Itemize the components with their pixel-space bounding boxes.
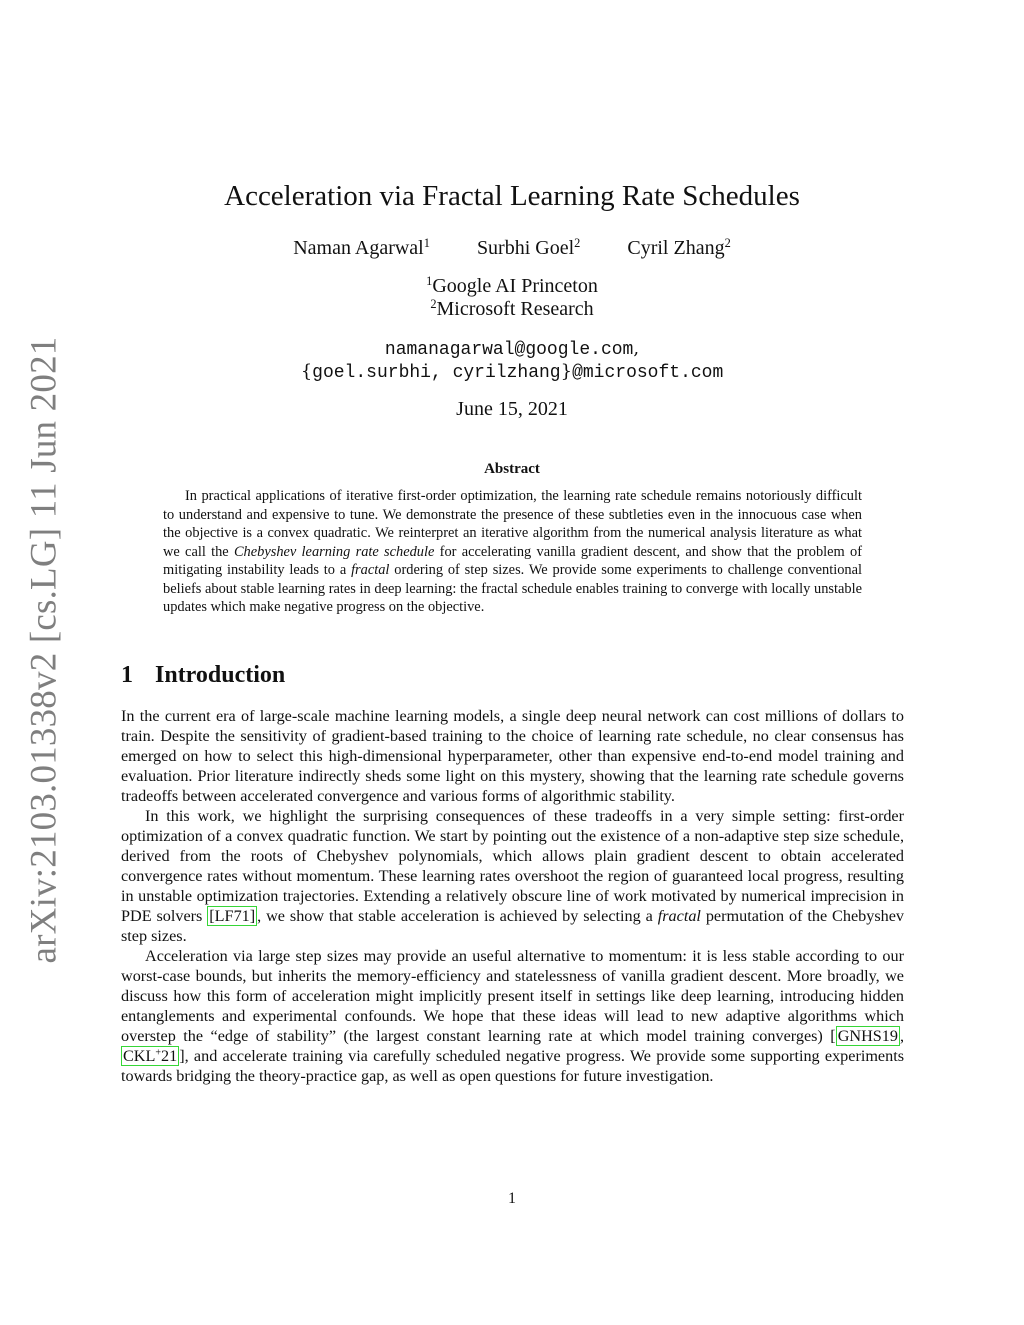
- author-name: Naman Agarwal: [293, 237, 424, 259]
- email-google: namanagarwal@google.com: [384, 340, 634, 360]
- email-domain: @microsoft.com: [572, 363, 724, 383]
- author-agarwal: [293, 237, 430, 259]
- author-affil-mark: 1: [423, 236, 430, 251]
- abstract-emphasis: Chebyshev learning rate schedule: [233, 543, 435, 560]
- paragraph-emphasis: fractal: [657, 907, 701, 925]
- paper-date: June 15, 2021: [456, 398, 568, 420]
- section-heading: [121, 662, 285, 689]
- author-name: Surbhi Goel: [476, 237, 575, 259]
- affiliation-name: Microsoft Research: [436, 298, 594, 320]
- brace-close: }: [560, 361, 573, 382]
- citation-year: 21: [161, 1047, 178, 1065]
- citation-link-gnhs19[interactable]: GNHS19: [837, 1027, 898, 1045]
- email-usernames: goel.surbhi, cyrilzhang: [312, 363, 561, 383]
- page-number: 1: [508, 1190, 516, 1207]
- intro-paragraph-1: In the current era of large-scale machine learning models, a single deep neural network can cost millions of dollars to train. Despite the sensitivity of gradient-based training to the choice of learning rate schedule, no clear consensus has emerged on how to select this high-dimensional hyperparameter, other than expensive end-to-end model training and evaluation. Prior literature indirectly sheds some light on this mystery, showing that the learning rate schedule governs tradeoffs between accelerated convergence and various forms of algorithmic stability.: [121, 707, 904, 805]
- author-affil-mark: 2: [574, 236, 581, 251]
- abstract-emphasis: fractal: [351, 562, 390, 578]
- affiliation-name: Google AI Princeton: [432, 275, 598, 297]
- paragraph-text: Acceleration via large step sizes may provide an useful alternative to momentum: it is less stable according to our worst-case bounds, but inherits the memory-efficiency and statelessness of vanilla gradient descent. More broadly, we discuss how this form of acceleration might implicitly present itself in settings like deep learning, introducing hidden entanglements and experimental confounds. We hope that these ideas will lead to new adaptive algorithms which overstep the “edge of stability” (the largest constant learning rate at which model training converges): [121, 947, 904, 1045]
- citation-sup: +: [155, 1047, 162, 1059]
- abstract-text: ordering of step sizes. We provide some experiments to challenge conventional beliefs about stable learning rates in deep learning: the fractal schedule enables training to converge with locally unstable updates which make negative progress on the objective.: [163, 562, 862, 615]
- paragraph-text: , we show that stable acceleration is achieved by selecting a: [257, 907, 658, 925]
- paragraph-text: In this work, we highlight the surprising consequences of these tradeoffs in a very simple setting: first-order optimization of a convex quadratic function. We start by pointing out the existence of a non-adaptive step size schedule, derived from the roots of Chebyshev polynomials, which allows plain gradient descent to obtain accelerated convergence rates without momentum. These learning rates overshoot the region of guaranteed local progress, resulting in unstable optimization trajectories. Extending a relatively obscure line of work motivated by numerical imprecision in PDE solvers: [121, 807, 904, 925]
- affiliation-google: [0, 275, 1024, 298]
- email-line-2: [0, 361, 1024, 383]
- intro-paragraph-3: Acceleration via large step sizes may provide an useful alternative to momentum: it is less stable according to our worst-case bounds, but inherits the memory-efficiency and statelessness of vanilla gradient descent. More broadly, we discuss how this form of acceleration might implicitly present itself in settings like deep learning, introducing hidden entanglements and experimental confounds. We hope that these ideas will lead to new adaptive algorithms which overstep the “edge of stability” (the largest constant learning rate at which model training converges) [ GNHS19 , CKL+21 ], and accelerate training via carefully scheduled negative progress. We provide some supporting experiments towards bridging the theory-practice gap, as well as open questions for future investigation.: [121, 947, 904, 1085]
- author-list: [0, 237, 1024, 260]
- author-name: Cyril Zhang: [627, 237, 725, 259]
- email-comma: ,: [633, 338, 640, 359]
- author-goel: [477, 237, 580, 259]
- section-number: 1: [121, 662, 133, 688]
- abstract-text: In practical applications of iterative first-order optimization, the learning rate schedule remains notoriously difficult to understand and expensive to tune. We demonstrate the presence of these subtleties even in the innocuous case when the objective is a convex quadratic. We reinterpret an iterative algorithm from the numerical analysis literature as what we call the: [163, 488, 862, 560]
- citation-link-lf71[interactable]: [LF71]: [209, 907, 256, 925]
- citation-key: LF71: [214, 907, 250, 925]
- citation-key: CKL: [123, 1047, 156, 1065]
- introduction-body: [121, 706, 904, 1086]
- abstract-paragraph: [163, 487, 862, 617]
- affiliation-microsoft: [0, 298, 1024, 321]
- abstract-body: [163, 487, 862, 617]
- abstract-heading: Abstract: [484, 461, 540, 477]
- author-affil-mark: 2: [724, 236, 731, 251]
- intro-paragraph-2: [121, 806, 904, 946]
- paragraph-text: , and accelerate training via carefully scheduled negative progress. We provide some supporting experiments towards bridging the theory-practice gap, as well as open questions for future investigation.: [121, 1047, 904, 1085]
- brace-open: {: [300, 361, 313, 382]
- citation-link-ckl21[interactable]: [121, 1046, 179, 1066]
- affiliation-mark: 1: [426, 274, 433, 289]
- paper-title: Acceleration via Fractal Learning Rate Schedules: [224, 180, 800, 212]
- section-title: Introduction: [155, 662, 286, 688]
- arxiv-id-text: arXiv:2103.01338v2 [cs.LG] 11 Jun 2021: [23, 336, 65, 964]
- affiliation-mark: 2: [430, 297, 437, 312]
- abstract-text: for accelerating vanilla gradient descent, and show that the problem of mitigating instability leads to a: [163, 543, 862, 578]
- email-line-1: [0, 338, 1024, 360]
- paragraph-text: permutation of the Chebyshev step sizes.: [121, 907, 904, 945]
- author-zhang: [627, 237, 730, 259]
